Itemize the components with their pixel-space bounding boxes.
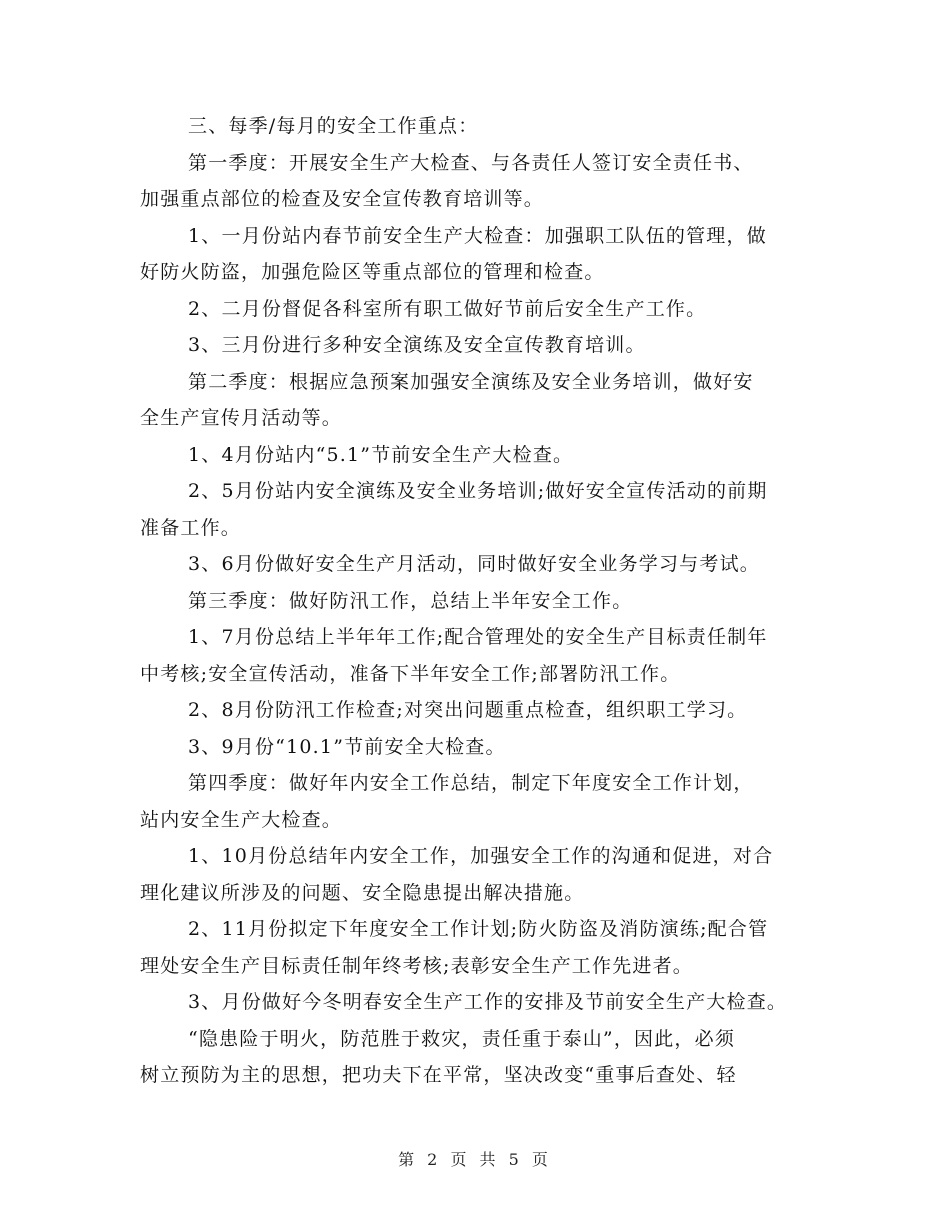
text-line: 准备工作。 xyxy=(140,516,242,539)
text-line: 2、二月份督促各科室所有职工做好节前后安全生产工作。 xyxy=(188,297,707,320)
text-line: 树立预防为主的思想，把功夫下在平常，坚决改变“重事后查处、轻 xyxy=(140,1064,737,1086)
text-line: 理处安全生产目标责任制年终考核;表彰安全生产工作先进者。 xyxy=(140,954,694,977)
text-line: 3、月份做好今冬明春安全生产工作的安排及节前安全生产大检查。 xyxy=(188,991,788,1013)
text-line: 加强重点部位的检查及安全宣传教育培训等。 xyxy=(140,188,545,210)
text-line: “隐患险于明火，防范胜于救灾，责任重于泰山”，因此，必须 xyxy=(188,1027,736,1050)
text-line: 中考核;安全宣传活动，准备下半年安全工作;部署防汛工作。 xyxy=(140,662,681,685)
text-line: 3、三月份进行多种安全演练及安全宣传教育培训。 xyxy=(188,334,646,356)
text-line: 2、11月份拟定下年度安全工作计划;防火防盗及消防演练;配合管 xyxy=(188,918,769,940)
text-line: 3、9月份“10.1”节前安全大检查。 xyxy=(188,735,506,758)
text-line: 第三季度：做好防汛工作，总结上半年安全工作。 xyxy=(188,589,633,612)
text-line: 三、每季/每月的安全工作重点： xyxy=(188,115,479,137)
text-line: 1、10月份总结年内安全工作，加强安全工作的沟通和促进，对合 xyxy=(188,845,774,867)
text-line: 1、4月份站内“5.1”节前安全生产大检查。 xyxy=(188,443,574,466)
text-line: 第二季度：根据应急预案加强安全演练及安全业务培训，做好安 xyxy=(188,370,754,393)
text-line: 全生产宣传月活动等。 xyxy=(140,407,343,429)
text-line: 2、8月份防汛工作检查;对突出问题重点检查，组织职工学习。 xyxy=(188,699,748,721)
text-line: 站内安全生产大检查。 xyxy=(140,808,343,831)
text-line: 2、5月份站内安全演练及安全业务培训;做好安全宣传活动的前期 xyxy=(188,480,768,502)
document-body xyxy=(140,108,830,1094)
text-line: 第四季度：做好年内安全工作总结，制定下年度安全工作计划， xyxy=(188,772,754,794)
text-line: 第一季度：开展安全生产大检查、与各责任人签订安全责任书、 xyxy=(188,151,754,174)
text-line: 好防火防盗，加强危险区等重点部位的管理和检查。 xyxy=(140,261,605,283)
text-line: 1、7月份总结上半年年工作;配合管理处的安全生产目标责任制年 xyxy=(188,626,768,648)
page-footer: 第 2 页 共 5 页 xyxy=(398,1150,552,1169)
text-line: 1、一月份站内春节前安全生产大检查：加强职工队伍的管理，做 xyxy=(188,224,767,247)
text-line: 理化建议所涉及的问题、安全隐患提出解决措施。 xyxy=(140,881,585,904)
text-line: 3、6月份做好安全生产月活动，同时做好安全业务学习与考试。 xyxy=(188,553,760,575)
